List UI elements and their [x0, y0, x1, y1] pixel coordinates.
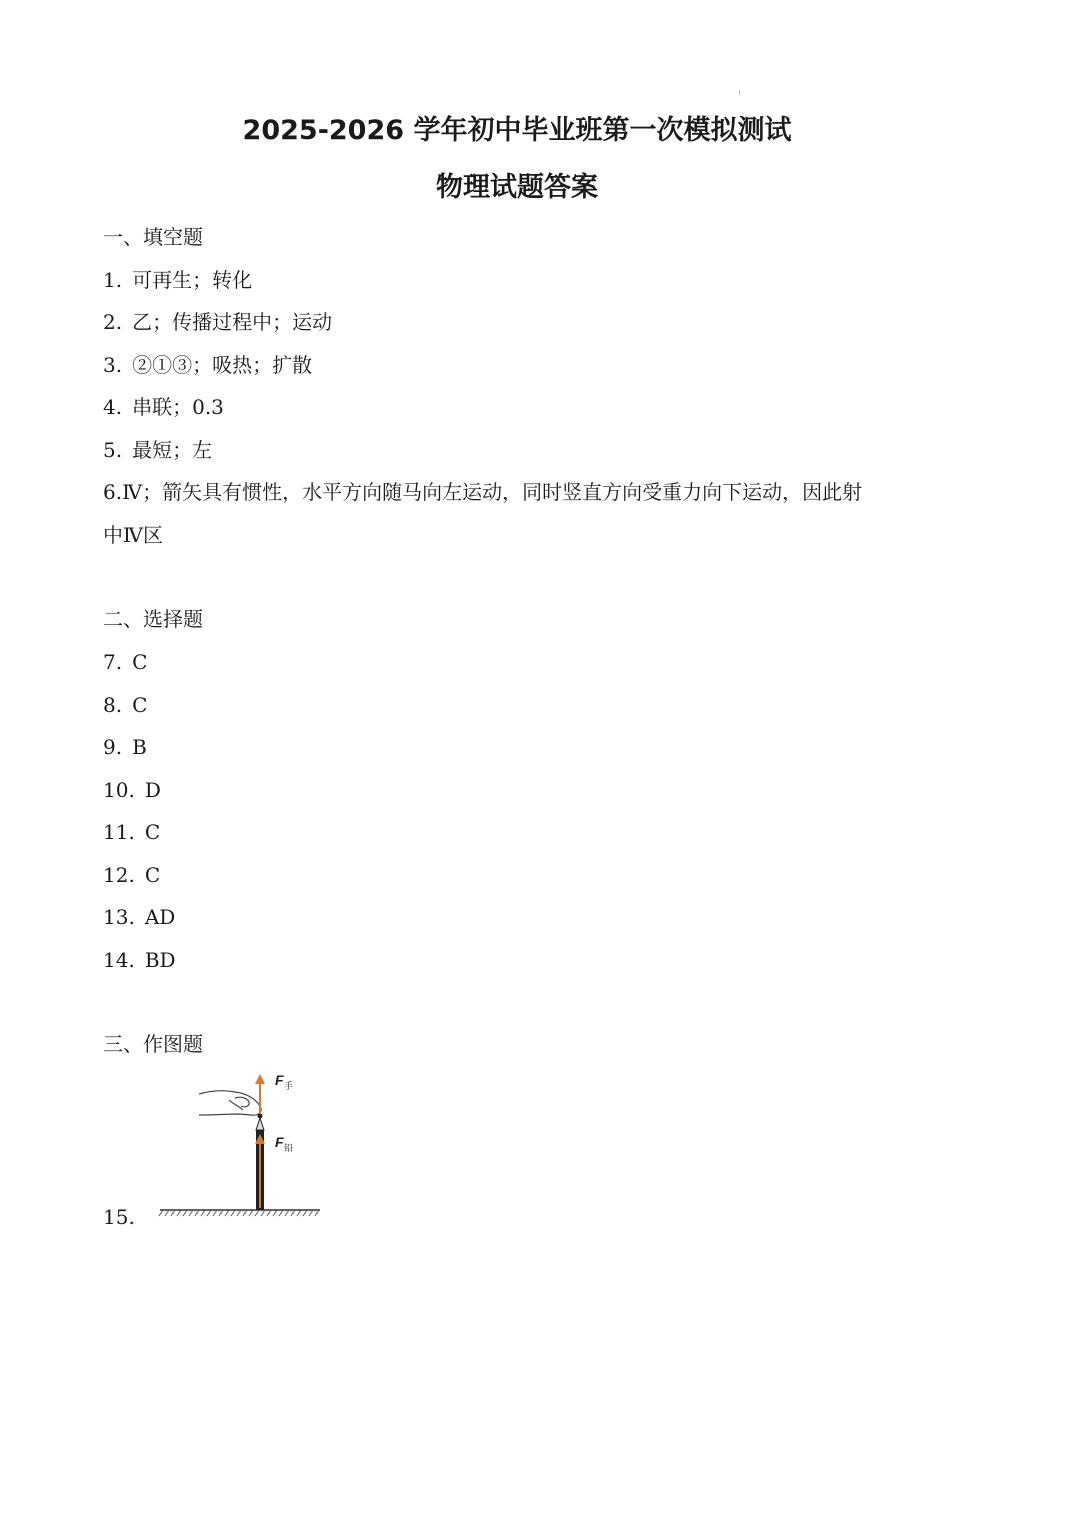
item-answer: 乙；传播过程中；运动 — [132, 310, 333, 334]
item-number: 3. — [103, 353, 123, 377]
item-number: 7. — [103, 650, 123, 674]
answer-item — [103, 351, 312, 379]
force-label-lower — [275, 1134, 293, 1154]
item-answer: C — [144, 820, 161, 844]
item-number: 9. — [103, 735, 123, 759]
section-heading-fill: 一、填空题 — [103, 225, 203, 249]
ground-surface — [159, 1210, 320, 1216]
answer-item — [103, 308, 332, 336]
answer-item — [103, 436, 212, 464]
item-number: 15. — [103, 1205, 135, 1229]
item-number: 1. — [103, 268, 123, 292]
item-answer-continuation: 中Ⅳ区 — [103, 523, 163, 547]
answer-item — [103, 393, 224, 421]
item-number: 11. — [103, 820, 135, 844]
force-arrow-upper — [255, 1074, 265, 1114]
item-answer: ②①③；吸热；扩散 — [132, 353, 313, 377]
force-label-upper-main: F — [275, 1072, 284, 1088]
item-answer: AD — [144, 905, 176, 929]
answer-item — [103, 946, 176, 974]
item-answer: 可再生；转化 — [132, 268, 253, 292]
item-answer: C — [132, 650, 148, 674]
force-diagram — [155, 1068, 330, 1218]
item-answer: D — [144, 778, 161, 802]
force-label-upper-sub: 手 — [284, 1082, 294, 1092]
item-number: 10. — [103, 778, 135, 802]
section-heading-choice: 二、选择题 — [103, 607, 203, 631]
item-number: 4. — [103, 395, 123, 419]
item-number: 14. — [103, 948, 135, 972]
answer-item — [103, 266, 252, 294]
item-answer: C — [132, 693, 148, 717]
item-number: 12. — [103, 863, 135, 887]
item-answer: Ⅳ；箭矢具有惯性，水平方向随马向左运动，同时竖直方向受重力向下运动，因此射 — [122, 480, 863, 504]
answer-item — [103, 861, 160, 889]
item-answer: 最短；左 — [132, 438, 213, 462]
item-number: 5. — [103, 438, 123, 462]
item-answer: BD — [144, 948, 176, 972]
force-label-upper — [275, 1072, 293, 1092]
section-heading-drawing: 三、作图题 — [103, 1032, 203, 1056]
item-number: 13. — [103, 905, 135, 929]
item-answer: B — [132, 735, 147, 759]
item-answer: 串联；0.3 — [132, 395, 224, 419]
answer-item — [103, 478, 862, 506]
document-subtitle: 物理试题答案 — [436, 172, 598, 203]
answer-item — [103, 691, 147, 719]
answer-item — [103, 648, 147, 676]
answer-item — [103, 733, 147, 761]
item-number: 2. — [103, 310, 123, 334]
answer-item — [103, 903, 175, 931]
force-label-lower-sub: 铅 — [284, 1144, 294, 1154]
answer-item — [103, 818, 160, 846]
item-number: 6. — [103, 480, 123, 504]
scan-speck — [739, 90, 740, 95]
item-number: 8. — [103, 693, 123, 717]
hand-drawing — [199, 1091, 261, 1115]
document-title: 2025-2026 学年初中毕业班第一次模拟测试 — [242, 115, 792, 146]
item-answer: C — [144, 863, 161, 887]
answer-item — [103, 776, 161, 804]
force-label-lower-main: F — [275, 1134, 284, 1150]
